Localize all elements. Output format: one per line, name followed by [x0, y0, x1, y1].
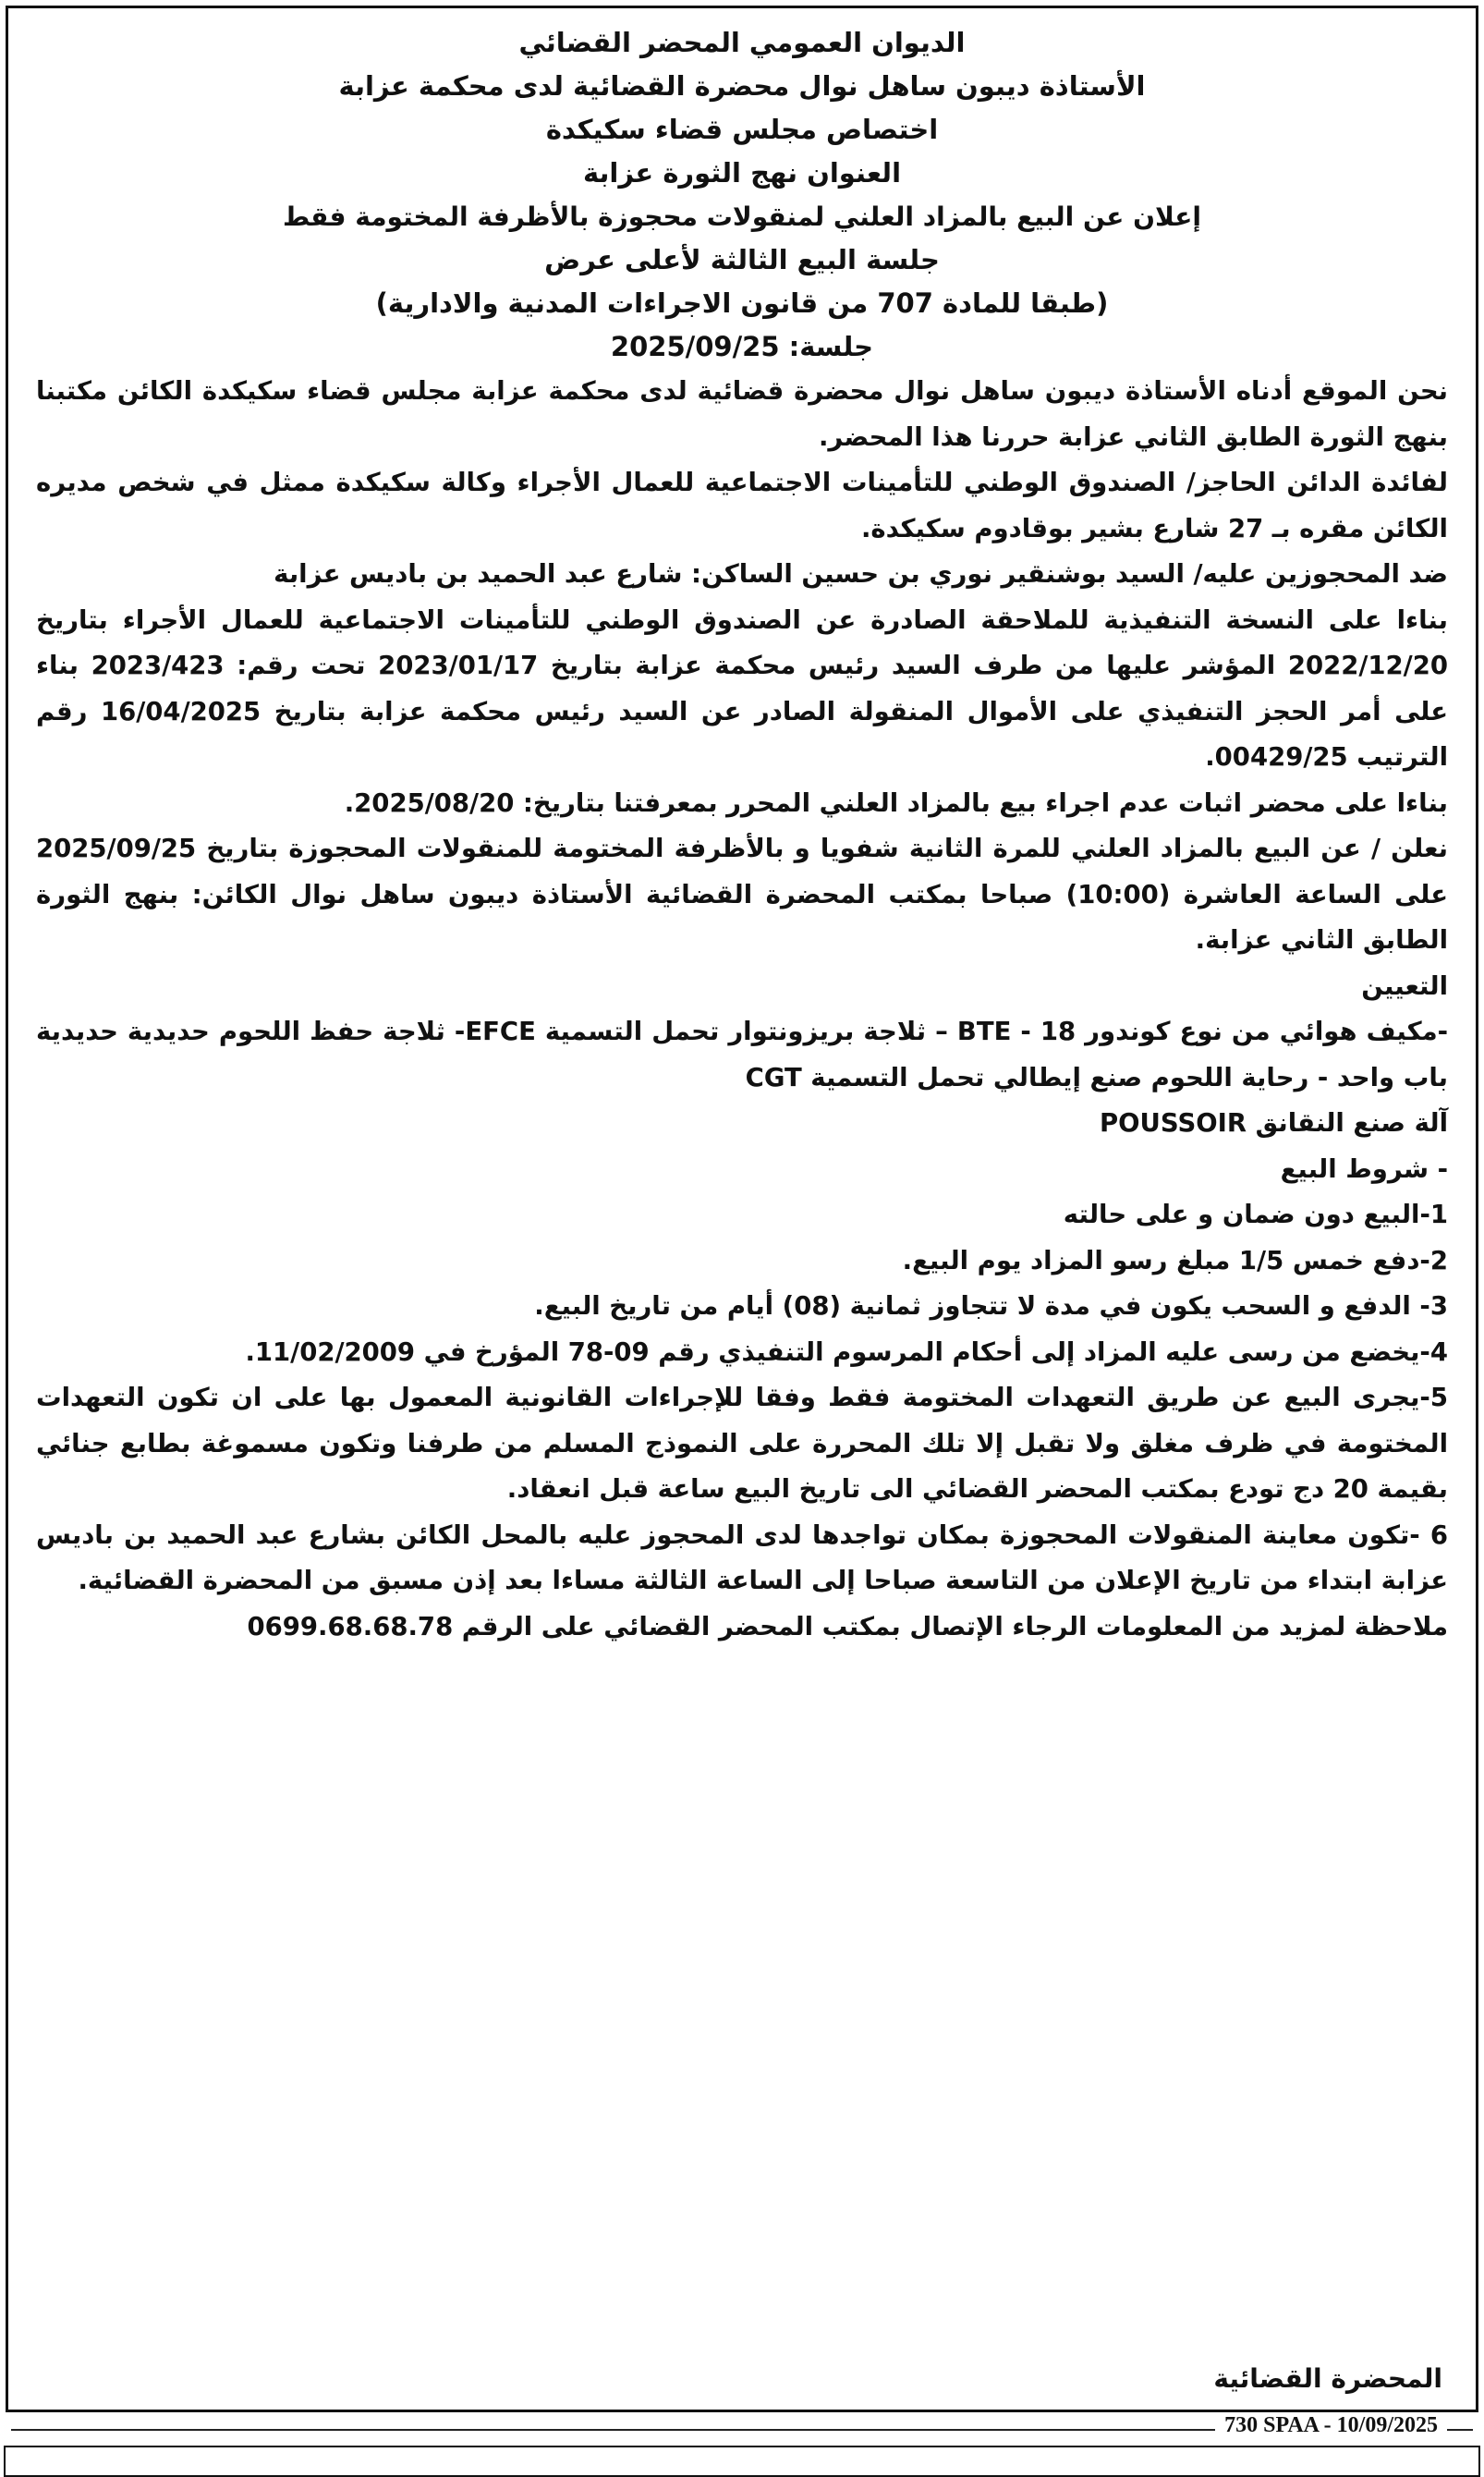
next-announcement-border	[4, 2446, 1480, 2477]
footer-reference: 730 SPAA - 10/09/2025	[1215, 2413, 1447, 2438]
condition-3: 3- الدفع و السحب يكون في مدة لا تتجاوز ثمانية (08) أيام من تاريخ البيع.	[534, 1291, 1448, 1321]
paragraph-creditor: لفائدة الدائن الحاجز/ الصندوق الوطني للتأمينات الاجتماعية للعمال الأجراء وكالة سكيكدة ممثل في شخص مديره الكائن مقره بـ 27 شارع بشير بوقادوم سكيكدة.	[36, 468, 1448, 543]
office-address: العنوان نهج الثورة عزابة	[582, 157, 902, 189]
condition-5: 5-يجرى البيع عن طريق التعهدات المختومة فقط وفقا للإجراءات القانونية المعمول بها على ان تكون التعهدات المختومة في ظرف مغلق ولا تقبل إلا تلك المحررة على النموذج المسلم من طرفنا وتكون مسموغة بطابع جنائي بقيمة 20 دج تودع بمكتب المحضر القضائي الى تاريخ البيع ساعة قبل انعقاد.	[36, 1383, 1448, 1504]
condition-2: 2-دفع خمس 1/5 مبلغ رسو المزاد يوم البيع.	[902, 1245, 1448, 1275]
condition-6: 6 -تكون معاينة المنقولات المحجوزة بمكان تواجدها لدى المحجوز عليه بالمحل الكائن بشارع عبد الحميد بن باديس عزابة ابتداء من تاريخ الإعلان من التاسعة صباحا إلى الساعة الثالثة مساءا بعد إذن مسبق من المحضرة القضائية.	[36, 1519, 1448, 1595]
paragraph-debtor: ضد المحجوزين عليه/ السيد بوشنقير نوري بن حسين الساكن: شارع عبد الحميد بن باديس عزابة	[274, 559, 1448, 589]
paragraph-intro: نحن الموقع أدناه الأستاذة ديبون ساهل نوال محضرة قضائية لدى محكمة عزابة مجلس قضاء سكيكدة الكائن مكتبنا بنهج الثورة الطابق الثاني عزابة حررنا هذا المحضر.	[36, 376, 1448, 452]
announcement-content	[36, 21, 1448, 1650]
office-title: الديوان العمومي المحضر القضائي	[518, 27, 966, 58]
jurisdiction: اختصاص مجلس قضاء سكيكدة	[545, 114, 939, 145]
bailiff-name: الأستاذة ديبون ساهل نوال محضرة القضائية لدى محكمة عزابة	[338, 70, 1146, 102]
signature: المحضرة القضائية	[1213, 2363, 1442, 2394]
session-date: جلسة: 2025/09/25	[610, 331, 874, 362]
paragraph-enforcement: بناءا على النسخة التنفيذية للملاحقة الصادرة عن الصندوق الوطني للتأمينات الاجتماعية للعمال الأجراء بتاريخ 2022/12/20 المؤشر عليها من طرف السيد رئيس محكمة عزابة بتاريخ 2023/01/17 تحت رقم: 2023/423 بناء على أمر الحجز التنفيذي على الأموال المنقولة الصادر عن السيد رئيس محكمة عزابة بتاريخ 16/04/2025 رقم الترتيب 00429/25.	[36, 604, 1448, 772]
session-label: جلسة البيع الثالثة لأعلى عرض	[544, 244, 940, 275]
condition-4: 4-يخضع من رسى عليه المزاد إلى أحكام المرسوم التنفيذي رقم 09-78 المؤرخ في 11/02/2009.	[245, 1336, 1448, 1367]
designation-title: التعيين	[1361, 970, 1448, 1001]
contact-note: ملاحظة لمزيد من المعلومات الرجاء الإتصال بمكتب المحضر القضائي على الرقم 0699.68.68.78	[247, 1611, 1448, 1641]
paragraph-previous-report: بناءا على محضر اثبات عدم اجراء بيع بالمزاد العلني المحرر بمعرفتنا بتاريخ: 2025/08/20.	[344, 787, 1448, 818]
conditions-title: - شروط البيع	[1280, 1153, 1448, 1184]
announcement-title: إعلان عن البيع بالمزاد العلني لمنقولات محجوزة بالأظرفة المختومة فقط	[283, 201, 1201, 232]
item-list-1: -مكيف هوائي من نوع كوندور 18 - BTE – ثلاجة بريزونتوار تحمل التسمية EFCE- ثلاجة حفظ اللحوم حديدية حديدية باب واحد - رحاية اللحوم صنع إيطالي تحمل التسمية CGT	[36, 1017, 1449, 1092]
announcement-frame	[6, 6, 1478, 2412]
legal-reference: (طبقا للمادة 707 من قانون الاجراءات المدنية والادارية)	[375, 287, 1109, 319]
paragraph-auction-notice: نعلن / عن البيع بالمزاد العلني للمرة الثانية شفويا و بالأظرفة المختومة للمنقولات المحجوزة بتاريخ 2025/09/25 على الساعة العاشرة (10:00) صباحا بمكتب المحضرة القضائية الأستاذة ديبون ساهل نوال الكائن: بنهج الثورة الطابق الثاني عزابة.	[36, 834, 1448, 955]
item-list-2: آلة صنع النقانق POUSSOIR	[1100, 1108, 1448, 1138]
condition-1: 1-البيع دون ضمان و على حالته	[1063, 1200, 1448, 1229]
